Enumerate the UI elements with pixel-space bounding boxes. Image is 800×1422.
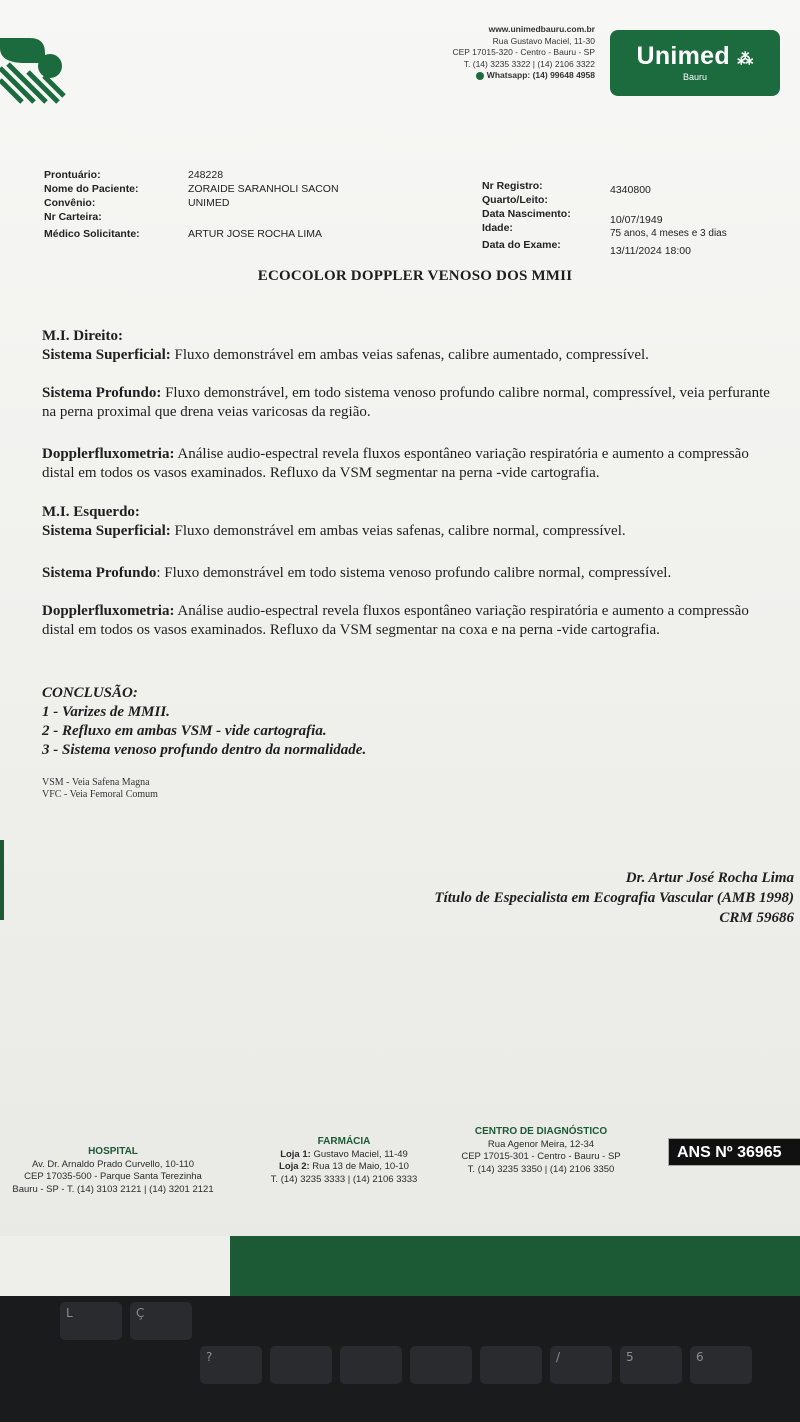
- value-convenio: UNIMED: [188, 197, 230, 209]
- patient-values-left: [188, 168, 339, 241]
- value-registro: 4340800: [610, 184, 651, 196]
- label-prontuario: Prontuário:: [44, 169, 101, 181]
- abbrev-vfc: VFC - Veia Femoral Comum: [42, 789, 158, 800]
- right-superficial-label: Sistema Superficial:: [42, 347, 171, 363]
- value-medico: ARTUR JOSE ROCHA LIMA: [188, 228, 322, 240]
- contact-info: [452, 24, 595, 82]
- label-medico: Médico Solicitante:: [44, 228, 140, 240]
- hospital-line-2: CEP 17035-500 - Parque Santa Terezinha: [24, 1171, 202, 1182]
- value-exame: 13/11/2024 18:00: [610, 245, 691, 257]
- farmacia-line-3: T. (14) 3235 3333 | (14) 2106 3333: [270, 1173, 418, 1185]
- brand-symbol-icon: ⁂: [737, 51, 754, 68]
- brand-name: [610, 42, 780, 71]
- key-l: L: [60, 1302, 122, 1340]
- patient-labels-left: [44, 168, 140, 241]
- right-doppler: [42, 445, 772, 483]
- label-convenio: Convênio:: [44, 197, 96, 209]
- unimed-logo-icon: [0, 18, 70, 108]
- doctor-crm: CRM 59686: [719, 910, 794, 926]
- hospital-line-3: Bauru - SP - T. (14) 3103 2121 | (14) 3201 2121: [12, 1183, 214, 1195]
- abbrev-vsm: VSM - Veia Safena Magna: [42, 777, 150, 788]
- right-deep-label: Sistema Profundo:: [42, 385, 162, 401]
- ans-badge: ANS Nº 36965: [668, 1138, 800, 1166]
- whatsapp-line: [452, 70, 595, 82]
- farmacia-line-2: [258, 1161, 430, 1174]
- website-text: www.unimedbauru.com.br: [488, 24, 595, 34]
- conclusion-item-3: 3 - Sistema venoso profundo dentro da normalidade.: [42, 742, 367, 758]
- conclusion-item-2: 2 - Refluxo em ambas VSM - vide cartografia.: [42, 723, 327, 739]
- green-folder-strip: [230, 1236, 800, 1296]
- left-doppler-label: Dopplerfluxometria:: [42, 603, 175, 619]
- conclusion-item-1: 1 - Varizes de MMII.: [42, 704, 170, 720]
- left-deep-label: Sistema Profundo: [42, 565, 157, 581]
- right-leg-section: [42, 327, 772, 365]
- label-nome: Nome do Paciente:: [44, 183, 139, 195]
- key-blank-2: [340, 1346, 402, 1384]
- left-superficial-label: Sistema Superficial:: [42, 523, 171, 539]
- left-superficial-text: Fluxo demonstrável em ambas veias safenas, calibre normal, compressível.: [170, 523, 626, 539]
- left-leg-heading: M.I. Esquerdo:: [42, 504, 140, 520]
- diagnostico-line-1: Rua Agenor Meira, 12-34: [487, 1138, 595, 1150]
- footer-hospital: [0, 1146, 226, 1196]
- right-doppler-text: Análise audio-espectral revela fluxos espontâneo variação respiratória e aumento a compressão distal em todos os vasos examinados. Refluxo da VSM segmentar na perna -vide cartografia.: [42, 446, 749, 481]
- right-superficial-text: Fluxo demonstrável em ambas veias safenas, calibre aumentado, compressível.: [170, 347, 649, 363]
- label-idade: Idade:: [482, 222, 513, 234]
- keyboard-background: [0, 1296, 800, 1422]
- key-5: 5: [620, 1346, 682, 1384]
- farmacia-heading: FARMÁCIA: [317, 1136, 371, 1147]
- loja2-address: Rua 13 de Maio, 10-10: [309, 1161, 409, 1172]
- whatsapp-text: Whatsapp: (14) 99648 4958: [486, 70, 595, 80]
- farmacia-line-1: [258, 1149, 430, 1162]
- right-leg-heading: M.I. Direito:: [42, 328, 123, 344]
- key-slash: /: [550, 1346, 612, 1384]
- label-registro: Nr Registro:: [482, 180, 543, 192]
- value-prontuario: 248228: [188, 169, 224, 181]
- hospital-line-1: Av. Dr. Arnaldo Prado Curvello, 10-110: [31, 1158, 195, 1170]
- report-title: ECOCOLOR DOPPLER VENOSO DOS MMII: [257, 268, 573, 284]
- left-doppler: [42, 602, 772, 640]
- key-blank-3: [410, 1346, 472, 1384]
- key-6: 6: [690, 1346, 752, 1384]
- label-nascimento: Data Nascimento:: [482, 208, 571, 220]
- brand-city: Bauru: [682, 72, 708, 82]
- diagnostico-heading: CENTRO DE DIAGNÓSTICO: [474, 1126, 608, 1137]
- loja2-label: Loja 2:: [279, 1161, 310, 1172]
- left-leg-section: [42, 503, 772, 541]
- value-quarto: [610, 197, 727, 213]
- right-superficial: [42, 346, 772, 365]
- address-line-1: Rua Gustavo Maciel, 11-30: [492, 35, 595, 46]
- diagnostico-line-2: CEP 17015-301 - Centro - Bauru - SP: [461, 1151, 621, 1162]
- label-exame: Data do Exame:: [482, 239, 561, 251]
- left-doppler-text: Análise audio-espectral revela fluxos espontâneo variação respiratória e aumento a compressão distal em todos os vasos examinados. Refluxo da VSM segmentar na coxa e na perna -vide cartografia.: [42, 603, 749, 638]
- signature-block: [434, 868, 794, 928]
- left-superficial: [42, 522, 772, 541]
- doctor-name: Dr. Artur José Rocha Lima: [625, 870, 794, 886]
- right-deep: [42, 384, 772, 422]
- conclusion-section: [42, 684, 366, 760]
- hospital-heading: HOSPITAL: [88, 1146, 138, 1157]
- footer-diagnostico: [448, 1126, 634, 1176]
- patient-labels-right: [482, 179, 571, 252]
- value-nome: ZORAIDE SARANHOLI SACON: [188, 183, 339, 195]
- abbreviations: [42, 777, 158, 801]
- page-edge-tab: [0, 840, 4, 920]
- patient-values-right: [610, 183, 727, 258]
- left-deep-text: : Fluxo demonstrável em todo sistema venoso profundo calibre normal, compressível.: [156, 565, 672, 581]
- label-carteira: Nr Carteira:: [44, 211, 102, 223]
- conclusion-heading: CONCLUSÃO:: [42, 685, 138, 701]
- key-question: ?: [200, 1346, 262, 1384]
- doctor-title: Título de Especialista em Ecografia Vascular (AMB 1998): [434, 890, 794, 906]
- diagnostico-line-3: T. (14) 3235 3350 | (14) 2106 3350: [467, 1163, 615, 1175]
- value-carteira: [188, 210, 339, 224]
- label-quarto: Quarto/Leito:: [482, 194, 548, 206]
- brand-name-text: Unimed: [636, 42, 730, 70]
- key-c-cedilla: Ç: [130, 1302, 192, 1340]
- key-blank-1: [270, 1346, 332, 1384]
- address-line-2: CEP 17015-320 - Centro - Bauru - SP: [452, 47, 595, 57]
- whatsapp-icon: [476, 72, 484, 80]
- footer-farmacia: [258, 1136, 430, 1186]
- loja1-label: Loja 1:: [280, 1148, 311, 1160]
- left-deep: [42, 564, 772, 583]
- right-deep-text: Fluxo demonstrável, em todo sistema venoso profundo calibre normal, compressível, veia perfurante na perna proximal que drena veias varicosas da região.: [42, 385, 770, 420]
- right-doppler-label: Dopplerfluxometria:: [42, 446, 175, 462]
- phone-text: T. (14) 3235 3322 | (14) 2106 3322: [463, 58, 595, 69]
- key-blank-4: [480, 1346, 542, 1384]
- paper-corner: [0, 1236, 232, 1300]
- value-idade: 75 anos, 4 meses e 3 dias: [610, 228, 727, 239]
- value-nascimento: 10/07/1949: [610, 214, 663, 226]
- loja1-address: Gustavo Maciel, 11-49: [310, 1148, 408, 1160]
- unimed-brand-badge: [610, 30, 780, 96]
